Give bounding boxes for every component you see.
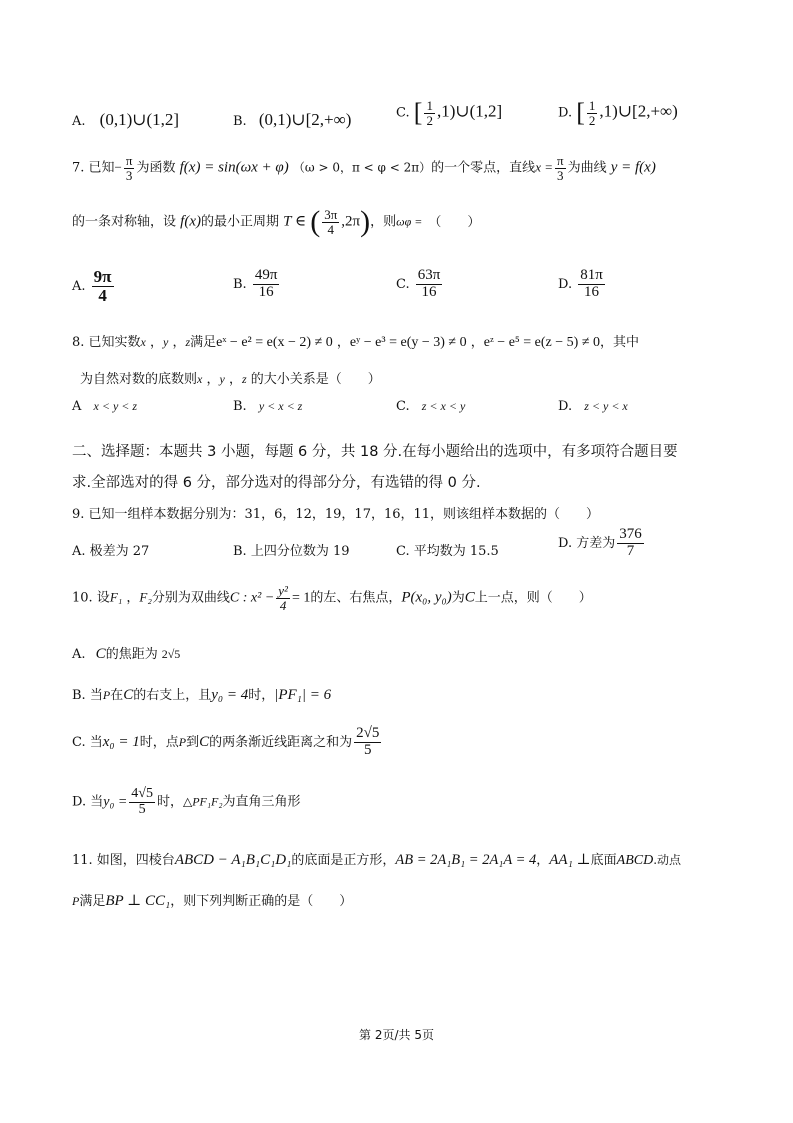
fraction bbox=[416, 268, 443, 301]
option-text: 的两条渐近线距离之和为 bbox=[209, 734, 353, 750]
curve-c: C bbox=[464, 589, 475, 606]
q6-option-c bbox=[396, 98, 502, 128]
option-text: 的焦距为 bbox=[105, 647, 158, 662]
option-label: A. bbox=[72, 647, 86, 662]
stem-text: 上一点，则（ ） bbox=[474, 590, 592, 606]
fraction bbox=[129, 787, 155, 817]
q8-stem-line1: 8. 已知实数x ，y ，z满足eˣ − e² = e(x − 2) ≠ 0 ，eʸ − e³ = e(y − 3) ≠ 0 ，eᶻ − e⁵ = e(z − 5) ≠ 0，其中 bbox=[72, 335, 640, 350]
equation-rhs: = 1 bbox=[291, 590, 311, 606]
bracket-open: [ bbox=[413, 98, 423, 127]
option-label: D. bbox=[558, 399, 573, 414]
fraction bbox=[617, 527, 644, 560]
q9-option-c: C. 平均数为 15.5 bbox=[396, 544, 499, 559]
fraction-num: 81π bbox=[580, 267, 603, 283]
fraction bbox=[587, 99, 598, 127]
q9-stem: 9. 已知一组样本数据分别为：31，6，12，19，17，16，11，则该组样本数据的（ ） bbox=[72, 507, 600, 522]
fraction-num: 1 bbox=[426, 97, 433, 113]
fraction-pi-over-3 bbox=[555, 154, 566, 182]
q7-stem-line1 bbox=[72, 154, 656, 182]
perpendicular-condition: BP ⊥ CC₁ bbox=[105, 893, 171, 909]
stem-text: 满足 bbox=[190, 335, 217, 350]
stem-text: 的一条对称轴，设 bbox=[72, 214, 177, 230]
q10-option-d bbox=[72, 787, 301, 817]
option-text: 时，点 bbox=[139, 734, 179, 750]
fraction-den: 16 bbox=[421, 283, 437, 300]
stem-text: 底面 bbox=[590, 853, 617, 868]
fraction bbox=[578, 268, 605, 301]
option-label: C. bbox=[396, 399, 410, 414]
period-expression: T ∈ bbox=[283, 213, 307, 230]
option-text: 时， bbox=[248, 688, 275, 703]
option-label: A. bbox=[72, 114, 86, 129]
fraction-den: 4 bbox=[279, 597, 287, 613]
stem-text: 的最小正周期 bbox=[200, 214, 279, 230]
q7-stem-line2 bbox=[72, 205, 480, 239]
stem-text: 的左、右焦点， bbox=[310, 590, 402, 606]
variable-z: z bbox=[185, 335, 191, 349]
question-number: 11. 如图，四棱台 bbox=[72, 853, 175, 868]
fraction-den: 7 bbox=[626, 542, 635, 559]
q7-option-b bbox=[233, 268, 281, 301]
option-expression: (0,1)∪[2,+∞) bbox=[258, 110, 352, 129]
fraction-num: π bbox=[125, 153, 133, 168]
condition-x0: x₀ = 1 bbox=[102, 733, 140, 750]
interval-tail: ,2π bbox=[341, 213, 361, 230]
option-label: D. bbox=[558, 105, 573, 121]
fraction-den: 16 bbox=[258, 283, 274, 300]
fraction-den: 16 bbox=[584, 283, 600, 300]
condition-y0: y₀ = bbox=[103, 794, 128, 810]
equation-3: eᶻ − e⁵ = e(z − 5) ≠ 0 bbox=[483, 335, 601, 350]
variable-y: y bbox=[163, 335, 169, 349]
question-number: 7. 已知 bbox=[72, 160, 115, 176]
q8-option-d bbox=[558, 399, 628, 414]
stem-text: 的大小关系是（ ） bbox=[250, 372, 381, 387]
fraction-num: 4√5 bbox=[131, 786, 153, 801]
q10-stem: 10. 设F₁ ，F₂分别为双曲线C : x² − $\frac{\text{y²}}{4}$ = 1的左、右焦点，P(x₀, y₀)为C上一点，则（ ） bbox=[72, 583, 592, 613]
hyperbola-expression: C : x² − bbox=[229, 590, 275, 606]
fraction-num: y² bbox=[278, 583, 288, 598]
q11-stem-line1 bbox=[72, 849, 681, 869]
stem-text: 为 bbox=[451, 590, 465, 606]
fraction-den: 5 bbox=[364, 741, 372, 758]
option-label: B. 当 bbox=[72, 688, 103, 703]
option-label: A. bbox=[72, 278, 86, 294]
fraction-num: 376 bbox=[619, 526, 642, 542]
option-expression: (0,1)∪(1,2] bbox=[99, 110, 180, 129]
fraction-num: 3π bbox=[324, 206, 338, 222]
q8-option-c bbox=[396, 399, 465, 414]
fraction-den: 3 bbox=[125, 167, 133, 183]
triangle-expression: △PF₁F₂ bbox=[182, 794, 223, 809]
focus-f2: F₂ bbox=[139, 589, 152, 605]
q8-option-a bbox=[72, 399, 137, 414]
section-heading-line2: 求.全部选对的得 6 分，部分选对的得部分分，有选错的得 0 分. bbox=[72, 475, 481, 491]
option-text: 到 bbox=[186, 734, 200, 750]
option-expression: ,1)∪(1,2] bbox=[436, 101, 503, 121]
question-number: 10. 设 bbox=[72, 590, 110, 606]
q9-option-a: A. 极差为 27 bbox=[72, 544, 150, 559]
equation-1: eˣ − e² = e(x − 2) ≠ 0 bbox=[216, 335, 333, 350]
option-text: 时， bbox=[156, 794, 183, 810]
curve-c: C bbox=[95, 646, 106, 662]
paren-close: ) bbox=[360, 205, 371, 238]
solid-name: ABCD − A₁B₁C₁D₁ bbox=[174, 852, 292, 868]
stem-text: 为曲线 bbox=[567, 160, 607, 176]
option-label: C. bbox=[396, 105, 410, 121]
length-equation: AB = 2A₁B₁ = 2A₁A = 4 bbox=[395, 852, 537, 868]
option-label: D. bbox=[558, 276, 573, 292]
fraction-num: π bbox=[556, 153, 564, 168]
variable-x: x bbox=[197, 372, 203, 386]
point-p: P(x₀, y₀) bbox=[401, 589, 452, 606]
option-expression: z < y < x bbox=[584, 399, 628, 413]
variable-y: y bbox=[219, 372, 225, 386]
function-expression: f(x) = sin(ωx + φ) bbox=[179, 159, 289, 176]
option-label: B. bbox=[233, 399, 247, 414]
stem-text: ，则下列判断正确的是（ ） bbox=[170, 894, 353, 909]
paren-open: ( bbox=[310, 205, 321, 238]
stem-text: 为自然对数的底数则 bbox=[80, 372, 198, 387]
option-text: 的右支上，且 bbox=[133, 688, 212, 703]
q9-option-d bbox=[558, 527, 646, 560]
stem-text: 的底面是正方形， bbox=[291, 853, 396, 868]
page-number: 第 2页/共 5页 bbox=[359, 1028, 434, 1042]
option-expression: y < x < z bbox=[258, 399, 303, 413]
option-label: A bbox=[72, 399, 82, 414]
answer-blank: （ ） bbox=[428, 214, 481, 230]
q10-option-b bbox=[72, 684, 331, 704]
stem-text: 分别为双曲线 bbox=[151, 590, 230, 606]
fraction-num: 9π bbox=[93, 267, 112, 286]
perpendicular-expression: AA₁ ⊥ bbox=[549, 852, 591, 868]
q6-option-a bbox=[72, 110, 179, 130]
fraction-num: 1 bbox=[588, 97, 596, 113]
stem-text: ，则 bbox=[370, 214, 397, 230]
fraction bbox=[354, 726, 381, 759]
condition-text: （ω > 0，π < φ < 2π） bbox=[292, 160, 432, 175]
stem-text: 满足 bbox=[79, 894, 106, 909]
fraction-den: 4 bbox=[327, 221, 334, 237]
fraction bbox=[424, 99, 435, 127]
condition-y0: y₀ = 4 bbox=[211, 687, 249, 703]
line-expression: x = bbox=[535, 159, 553, 175]
fraction-pi-over-3 bbox=[124, 154, 135, 182]
fraction-den: 2 bbox=[426, 112, 433, 128]
minus-sign: − bbox=[114, 159, 122, 175]
option-label: D. 方差为 bbox=[558, 535, 616, 551]
q8-option-b bbox=[233, 399, 302, 414]
fraction-3pi-over-4 bbox=[322, 208, 339, 236]
q7-option-c bbox=[396, 268, 444, 301]
option-expression: x < y < z bbox=[93, 399, 138, 413]
stem-text: 为函数 bbox=[136, 160, 176, 176]
option-label: B. bbox=[233, 276, 247, 292]
point-p: P bbox=[72, 894, 80, 908]
option-text: 为直角三角形 bbox=[222, 794, 301, 810]
function-name: f(x) bbox=[180, 213, 201, 230]
option-label: D. 当 bbox=[72, 794, 104, 810]
option-text: 在 bbox=[110, 688, 124, 703]
stem-text: ， bbox=[536, 853, 550, 868]
distance-expression: |PF₁| = 6 bbox=[274, 687, 332, 703]
fraction-den: 2 bbox=[588, 112, 596, 128]
curve-c: C bbox=[123, 687, 134, 703]
variable-z: z bbox=[241, 372, 247, 386]
bracket-open: [ bbox=[576, 98, 585, 127]
stem-text: 的一个零点，直线 bbox=[431, 160, 536, 176]
q8-stem-line2: 为自然对数的底数则x ，y ，z 的大小关系是（ ） bbox=[80, 372, 381, 387]
focus-f1: F₁ bbox=[109, 589, 123, 605]
question-number: 8. 已知实数 bbox=[72, 335, 141, 350]
q11-stem-line2 bbox=[72, 890, 352, 910]
base-name: ABCD bbox=[616, 853, 654, 868]
stem-text: ，其中 bbox=[600, 335, 640, 350]
option-label: B. bbox=[233, 114, 247, 129]
fraction-num: 63π bbox=[417, 267, 441, 283]
fraction-den: 5 bbox=[138, 801, 146, 817]
q7-option-a bbox=[72, 268, 116, 305]
fraction-num: 49π bbox=[254, 267, 278, 283]
fraction bbox=[92, 268, 114, 305]
fraction-den: 3 bbox=[557, 167, 564, 183]
variable-x: x bbox=[140, 335, 146, 349]
fraction-num: 2√5 bbox=[356, 725, 380, 741]
q6-option-b bbox=[233, 110, 351, 130]
point-p: P bbox=[102, 688, 111, 702]
equation-2: eʸ − e³ = e(y − 3) ≠ 0 bbox=[349, 335, 467, 350]
q10-option-a bbox=[72, 643, 180, 663]
curve-expression: y = f(x) bbox=[610, 159, 656, 176]
fraction-y2-over-4 bbox=[276, 584, 290, 612]
q6-option-d bbox=[558, 98, 678, 128]
option-label: C. bbox=[396, 276, 410, 292]
product-expression: ωφ = bbox=[396, 214, 423, 229]
q7-option-d bbox=[558, 268, 607, 301]
option-label: C. 当 bbox=[72, 734, 103, 750]
curve-c: C bbox=[199, 733, 210, 750]
option-expression: ,1)∪[2,+∞) bbox=[599, 101, 678, 121]
fraction bbox=[253, 268, 280, 301]
option-expression: z < x < y bbox=[421, 399, 466, 413]
section-heading-line1: 二、选择题：本题共 3 小题，每题 6 分，共 18 分.在每小题给出的选项中，有多项符合题目要 bbox=[72, 444, 678, 460]
option-value: 2√5 bbox=[161, 647, 181, 661]
point-p: P bbox=[178, 734, 187, 749]
q10-option-c bbox=[72, 726, 383, 759]
q9-option-b: B. 上四分位数为 19 bbox=[233, 544, 350, 559]
fraction-den: 4 bbox=[98, 285, 107, 305]
stem-text: .动点 bbox=[653, 853, 682, 867]
